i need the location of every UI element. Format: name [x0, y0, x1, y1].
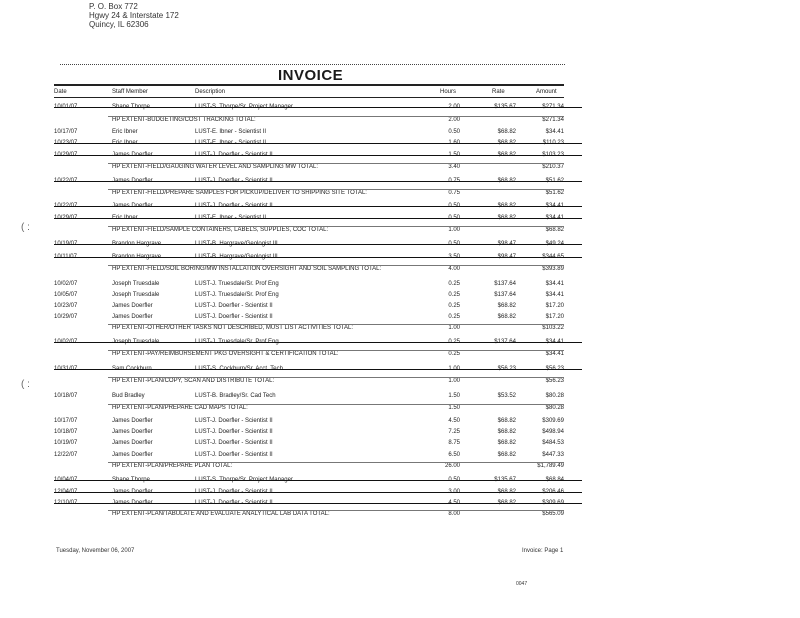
- subtotal-hours: 3.40: [448, 164, 460, 170]
- subtotal-amount: $565.09: [542, 511, 564, 517]
- row-amount: $34.41: [545, 292, 564, 298]
- row-date: 10/23/07: [54, 303, 78, 309]
- row-hours: 0.25: [448, 314, 460, 320]
- header-rule: [54, 97, 564, 98]
- subtotal-rule: [108, 226, 564, 227]
- subtotal-label: HP EXTENT-PLAN/TABULATE AND EVALUATE ANALYTICAL LAB DATA TOTAL:: [112, 511, 330, 517]
- row-amount: $17.20: [545, 314, 564, 320]
- strikethrough-line: [54, 218, 582, 219]
- strikethrough-line: [54, 107, 582, 108]
- subtotal-amount: $34.41: [545, 351, 564, 357]
- strikethrough-line: [54, 503, 582, 504]
- col-header-date: Date: [54, 89, 67, 95]
- col-header-description: Description: [195, 89, 226, 95]
- row-date: 10/29/07: [54, 314, 78, 320]
- subtotal-label: HP EXTENT-OTHER/OTHER TASKS NOT DESCRIBED, MUST LIST ACTIVITIES TOTAL:: [112, 325, 354, 331]
- row-date: 10/17/07: [54, 129, 78, 135]
- row-description: LUST-J. Doerfler - Scientist II: [195, 418, 273, 424]
- row-rate: $68.82: [497, 303, 516, 309]
- row-hours: 6.50: [448, 452, 460, 458]
- col-header-amount: Amount: [536, 89, 557, 95]
- row-date: 10/17/07: [54, 418, 78, 424]
- subtotal-rule: [108, 189, 564, 190]
- subtotal-amount: $393.89: [542, 266, 564, 272]
- subtotal-rule: [108, 462, 564, 463]
- subtotal-rule: [108, 350, 564, 351]
- top-dotted-rule: [60, 64, 565, 65]
- subtotal-hours: 0.75: [448, 190, 460, 196]
- row-hours: 8.75: [448, 440, 460, 446]
- strikethrough-line: [54, 206, 582, 207]
- row-staff: James Doerfler: [112, 440, 153, 446]
- row-date: 10/18/07: [54, 393, 78, 399]
- corner-mark: 0047: [516, 581, 528, 587]
- strikethrough-line: [54, 369, 582, 370]
- subtotal-amount: $103.22: [542, 325, 564, 331]
- row-date: 10/18/07: [54, 429, 78, 435]
- row-description: LUST-J. Doerfler - Scientist II: [195, 303, 273, 309]
- row-date: 10/05/07: [54, 292, 78, 298]
- subtotal-rule: [108, 377, 564, 378]
- row-hours: 0.25: [448, 281, 460, 287]
- subtotal-label: HP EXTENT-FIELD/SAMPLE CONTAINERS, LABELS, SUPPLIES, COC TOTAL:: [112, 227, 329, 233]
- row-staff: James Doerfler: [112, 429, 153, 435]
- row-date: 10/19/07: [54, 440, 78, 446]
- row-staff: Eric Ibner: [112, 129, 138, 135]
- row-rate: $68.82: [497, 429, 516, 435]
- strikethrough-line: [54, 480, 582, 481]
- row-description: LUST-J. Truesdale/Sr. Prof Eng: [195, 292, 279, 298]
- subtotal-label: HP EXTENT-FIELD/PREPARE SAMPLES FOR PICKUP/DELIVER TO SHIPPING SITE TOTAL:: [112, 190, 367, 196]
- subtotal-amount: $210.37: [542, 164, 564, 170]
- row-staff: James Doerfler: [112, 418, 153, 424]
- strikethrough-line: [54, 244, 582, 245]
- subtotal-rule: [108, 116, 564, 117]
- row-staff: Bud Bradley: [112, 393, 145, 399]
- subtotal-label: HP EXTENT-FIELD/SOIL BORING/MW INSTALLATION OVERSIGHT AND SOIL SAMPLING TOTAL:: [112, 266, 382, 272]
- row-hours: 0.50: [448, 129, 460, 135]
- row-description: LUST-J. Doerfler - Scientist II: [195, 440, 273, 446]
- subtotal-rule: [108, 163, 564, 164]
- row-description: LUST-B. Bradley/Sr. Cad Tech: [195, 393, 276, 399]
- col-header-hours: Hours: [440, 89, 457, 95]
- row-rate: $68.82: [497, 440, 516, 446]
- footer-page: Invoice: Page 1: [522, 548, 564, 554]
- row-staff: James Doerfler: [112, 303, 153, 309]
- row-staff: Joseph Truesdale: [112, 292, 160, 298]
- subtotal-hours: 4.00: [448, 266, 460, 272]
- subtotal-hours: 1.00: [448, 325, 460, 331]
- col-header-staff: Staff Member: [112, 89, 148, 95]
- row-rate: $137.64: [494, 281, 516, 287]
- row-description: LUST-E. Ibner - Scientist II: [195, 129, 267, 135]
- subtotal-amount: $1,789.49: [537, 463, 564, 469]
- subtotal-amount: $271.34: [542, 117, 564, 123]
- row-hours: 0.25: [448, 303, 460, 309]
- subtotal-rule: [108, 324, 564, 325]
- address-line-3: Quincy, IL 62306: [89, 20, 149, 29]
- row-amount: $484.53: [542, 440, 564, 446]
- strikethrough-line: [54, 342, 582, 343]
- invoice-title: INVOICE: [278, 67, 344, 84]
- strikethrough-line: [54, 492, 582, 493]
- subtotal-label: HP EXTENT-PLAN/PREPARE PLAN TOTAL:: [112, 463, 233, 469]
- row-rate: $68.82: [497, 314, 516, 320]
- row-description: LUST-J. Doerfler - Scientist II: [195, 452, 273, 458]
- subtotal-hours: 8.00: [448, 511, 460, 517]
- row-hours: 7.25: [448, 429, 460, 435]
- row-hours: 4.50: [448, 418, 460, 424]
- row-amount: $17.20: [545, 303, 564, 309]
- strikethrough-line: [54, 181, 582, 182]
- row-amount: $34.41: [545, 129, 564, 135]
- address-line-1: P. O. Box 772: [89, 2, 138, 11]
- row-date: 10/02/07: [54, 281, 78, 287]
- subtotal-amount: $80.28: [545, 405, 564, 411]
- row-date: 12/22/07: [54, 452, 78, 458]
- subtotal-hours: 0.25: [448, 351, 460, 357]
- strikethrough-line: [54, 257, 582, 258]
- row-rate: $68.82: [497, 418, 516, 424]
- subtotal-label: HP EXTENT-BUDGETING/COST TRACKING TOTAL:: [112, 117, 256, 123]
- row-amount: $447.33: [542, 452, 564, 458]
- row-description: LUST-J. Doerfler - Scientist II: [195, 429, 273, 435]
- row-rate: $68.82: [497, 129, 516, 135]
- subtotal-label: HP EXTENT-PLAN/PREPARE CAD MAPS TOTAL:: [112, 405, 248, 411]
- subtotal-rule: [108, 265, 564, 266]
- subtotal-hours: 2.00: [448, 117, 460, 123]
- subtotal-label: HP EXTENT-PLAN/COPY, SCAN AND DISTRIBUTE TOTAL:: [112, 378, 275, 384]
- row-amount: $498.94: [542, 429, 564, 435]
- row-description: LUST-J. Doerfler - Scientist II: [195, 314, 273, 320]
- row-staff: James Doerfler: [112, 452, 153, 458]
- subtotal-hours: 1.00: [448, 227, 460, 233]
- subtotal-amount: $56.23: [545, 378, 564, 384]
- row-amount: $34.41: [545, 281, 564, 287]
- subtotal-label: HP EXTENT-FIELD/GAUGING WATER LEVEL AND SAMPLING MW TOTAL:: [112, 164, 319, 170]
- subtotal-rule: [108, 510, 564, 511]
- subtotal-label: HP EXTENT-PAY/REIMBURSEMENT PKG OVERSIGHT & CERTIFICATION TOTAL:: [112, 351, 339, 357]
- strikethrough-line: [54, 143, 582, 144]
- col-header-rate: Rate: [492, 89, 505, 95]
- row-hours: 0.25: [448, 292, 460, 298]
- subtotal-hours: 1.50: [448, 405, 460, 411]
- row-amount: $309.69: [542, 418, 564, 424]
- row-staff: Joseph Truesdale: [112, 281, 160, 287]
- row-hours: 1.50: [448, 393, 460, 399]
- strikethrough-line: [54, 155, 582, 156]
- row-rate: $68.82: [497, 452, 516, 458]
- footer-date: Tuesday, November 06, 2007: [56, 548, 135, 554]
- subtotal-hours: 1.00: [448, 378, 460, 384]
- row-amount: $80.28: [545, 393, 564, 399]
- address-line-2: Hgwy 24 & Interstate 172: [89, 11, 179, 20]
- address-block: [89, 2, 179, 29]
- row-staff: James Doerfler: [112, 314, 153, 320]
- subtotal-hours: 26.00: [444, 463, 460, 469]
- subtotal-rule: [108, 404, 564, 405]
- subtotal-amount: $68.82: [545, 227, 564, 233]
- row-rate: $53.52: [497, 393, 516, 399]
- scan-mark-1: ( :: [21, 222, 30, 233]
- row-rate: $137.64: [494, 292, 516, 298]
- scan-mark-2: ( :: [21, 379, 30, 390]
- title-rule: [54, 84, 564, 86]
- row-description: LUST-J. Truesdale/Sr. Prof Eng: [195, 281, 279, 287]
- subtotal-amount: $51.62: [545, 190, 564, 196]
